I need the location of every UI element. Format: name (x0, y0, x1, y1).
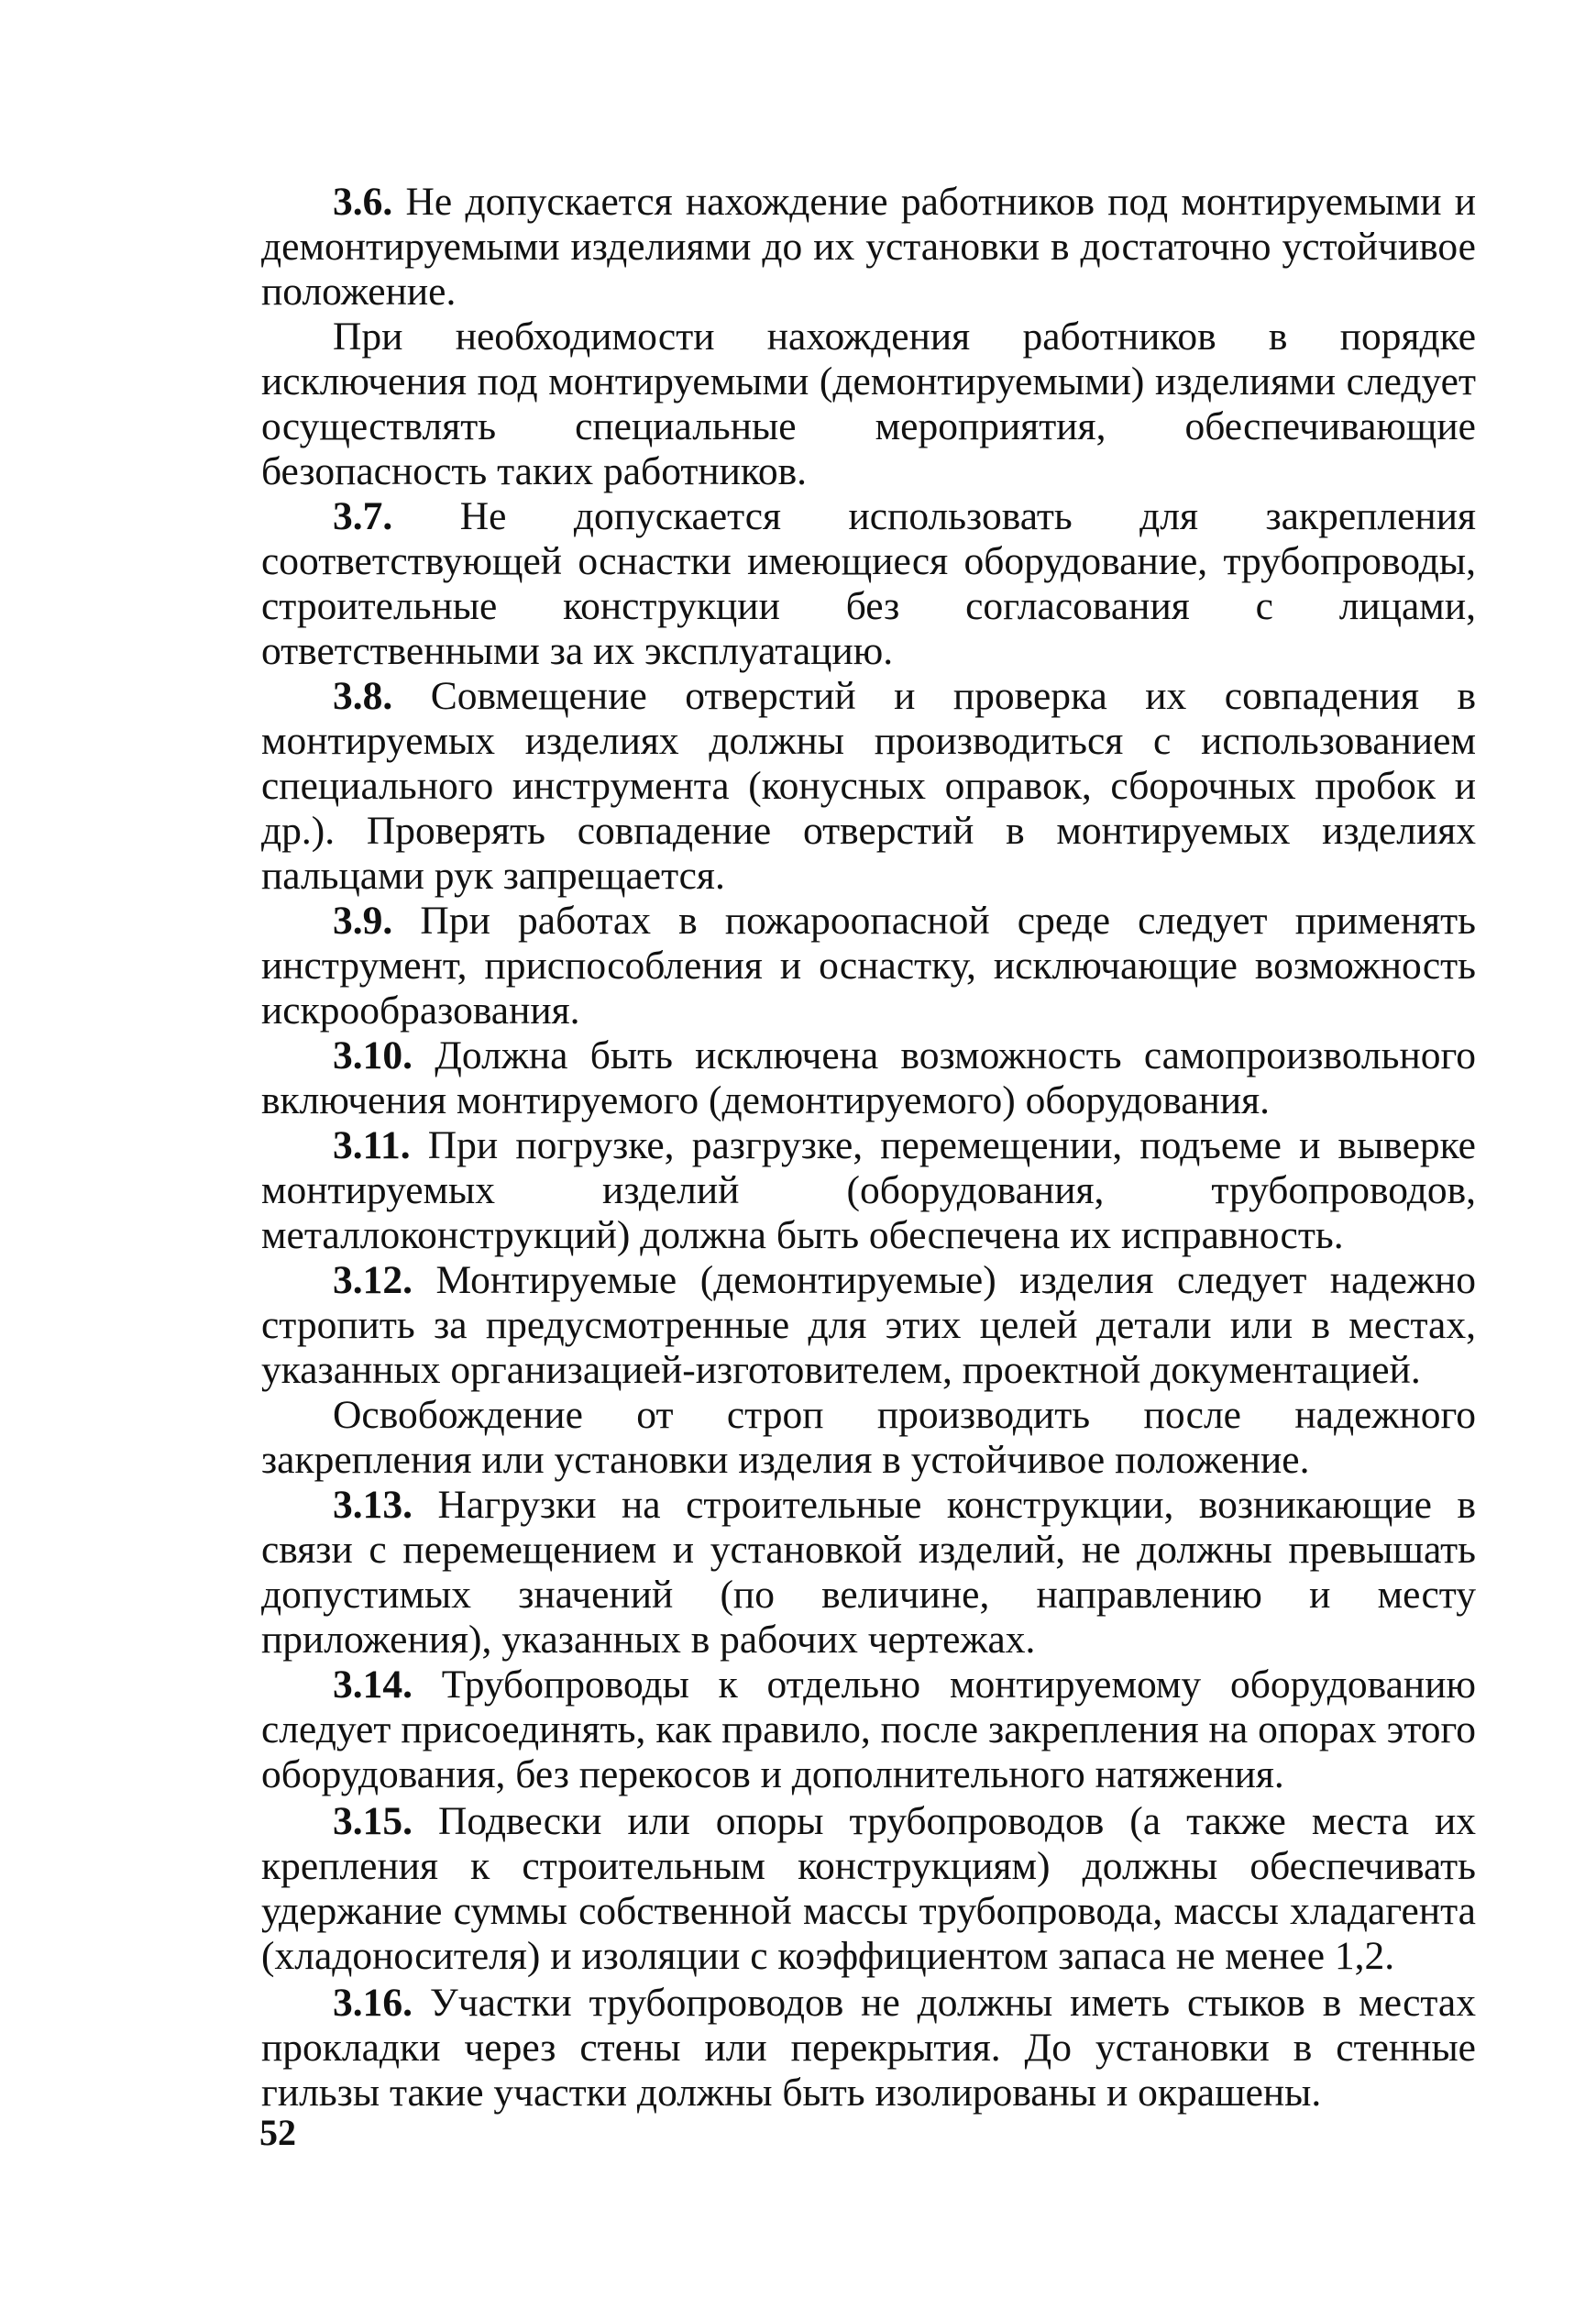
paragraph-text: Трубопроводы к отдельно монтируемому оборудованию следует присоединять, как правило, после закрепления на опорах этого оборудования, без перекосов и дополнительного натяжения. (261, 1663, 1476, 1796)
paragraph-text: Должна быть исключена возможность самопроизвольного включения монтируемого (демонтируемого) оборудования. (261, 1033, 1476, 1122)
clause-number: 3.16. (333, 1981, 413, 2025)
clause-number: 3.13. (333, 1483, 413, 1527)
clause-number: 3.12. (333, 1258, 413, 1302)
paragraph-text: Не допускается использовать для закрепления соответствующей оснастки имеющиеся оборудование, трубопроводы, строительные конструкции без согласования с лицами, ответственными за их эксплуатацию. (261, 494, 1476, 673)
paragraph-3-6 (261, 180, 1476, 315)
paragraph-text: Не допускается нахождение работников под монтируемыми и демонтируемыми изделиями до их установки в достаточно устойчивое положение. (261, 180, 1476, 314)
paragraph-3-10 (261, 1033, 1476, 1123)
clause-number: 3.7. (333, 494, 393, 538)
page-number: 52 (259, 2112, 296, 2153)
paragraph-text: Совмещение отверстий и проверка их совпадения в монтируемых изделиях должны производиться с использованием специального инструмента (конусных оправок, сборочных пробок и др.). Проверять совпадение отверстий в монтируемых изделиях пальцами рук запрещается. (261, 674, 1476, 898)
paragraph-text: Освобождение от строп производить после надежного закрепления или установки изделия в устойчивое положение. (261, 1393, 1476, 1482)
body-text (261, 180, 1476, 2116)
paragraph-3-14 (261, 1663, 1476, 1797)
paragraph-text: При необходимости нахождения работников в порядке исключения под монтируемыми (демонтируемыми) изделиями следует осуществлять специальные мероприятия, обеспечивающие безопасность таких работников. (261, 315, 1476, 493)
paragraph-3-13 (261, 1483, 1476, 1663)
paragraph-3-9 (261, 899, 1476, 1033)
paragraph-3-16 (261, 1981, 1476, 2116)
paragraph-text: При погрузке, разгрузке, перемещении, подъеме и выверке монтируемых изделий (оборудования, трубопроводов, металлоконструкций) должна быть обеспечена их исправность. (261, 1123, 1476, 1257)
clause-number: 3.6. (333, 180, 393, 224)
paragraph-text: Подвески или опоры трубопроводов (а также места их крепления к строительным конструкциям) должны обеспечивать удержание суммы собственной массы трубопровода, массы хладагента (хладоносителя) и изоляции с коэффициентом запаса не менее 1,2. (261, 1799, 1476, 1978)
clause-number: 3.9. (333, 899, 393, 943)
paragraph-3-12 (261, 1258, 1476, 1393)
paragraph-3-8 (261, 674, 1476, 899)
paragraph-3-7 (261, 494, 1476, 674)
clause-number: 3.10. (333, 1033, 413, 1077)
paragraph-3-12-continued (261, 1393, 1476, 1483)
paragraph-text: При работах в пожароопасной среде следует применять инструмент, приспособления и оснастку, исключающие возможность искрообразования. (261, 899, 1476, 1033)
paragraph-text: Монтируемые (демонтируемые) изделия следует надежно стропить за предусмотренные для этих целей детали или в местах, указанных организацией-изготовителем, проектной документацией. (261, 1258, 1476, 1392)
paragraph-3-15 (261, 1799, 1476, 1979)
clause-number: 3.15. (333, 1799, 413, 1843)
paragraph-3-11 (261, 1123, 1476, 1258)
clause-number: 3.11. (333, 1123, 411, 1167)
paragraph-text: Участки трубопроводов не должны иметь стыков в местах прокладки через стены или перекрытия. До установки в стенные гильзы такие участки должны быть изолированы и окрашены. (261, 1981, 1476, 2115)
paragraph-text: Нагрузки на строительные конструкции, возникающие в связи с перемещением и установкой изделий, не должны превышать допустимых значений (по величине, направлению и месту приложения), указанных в рабочих чертежах. (261, 1483, 1476, 1662)
clause-number: 3.14. (333, 1663, 413, 1707)
paragraph-3-6-continued (261, 315, 1476, 494)
clause-number: 3.8. (333, 674, 393, 718)
